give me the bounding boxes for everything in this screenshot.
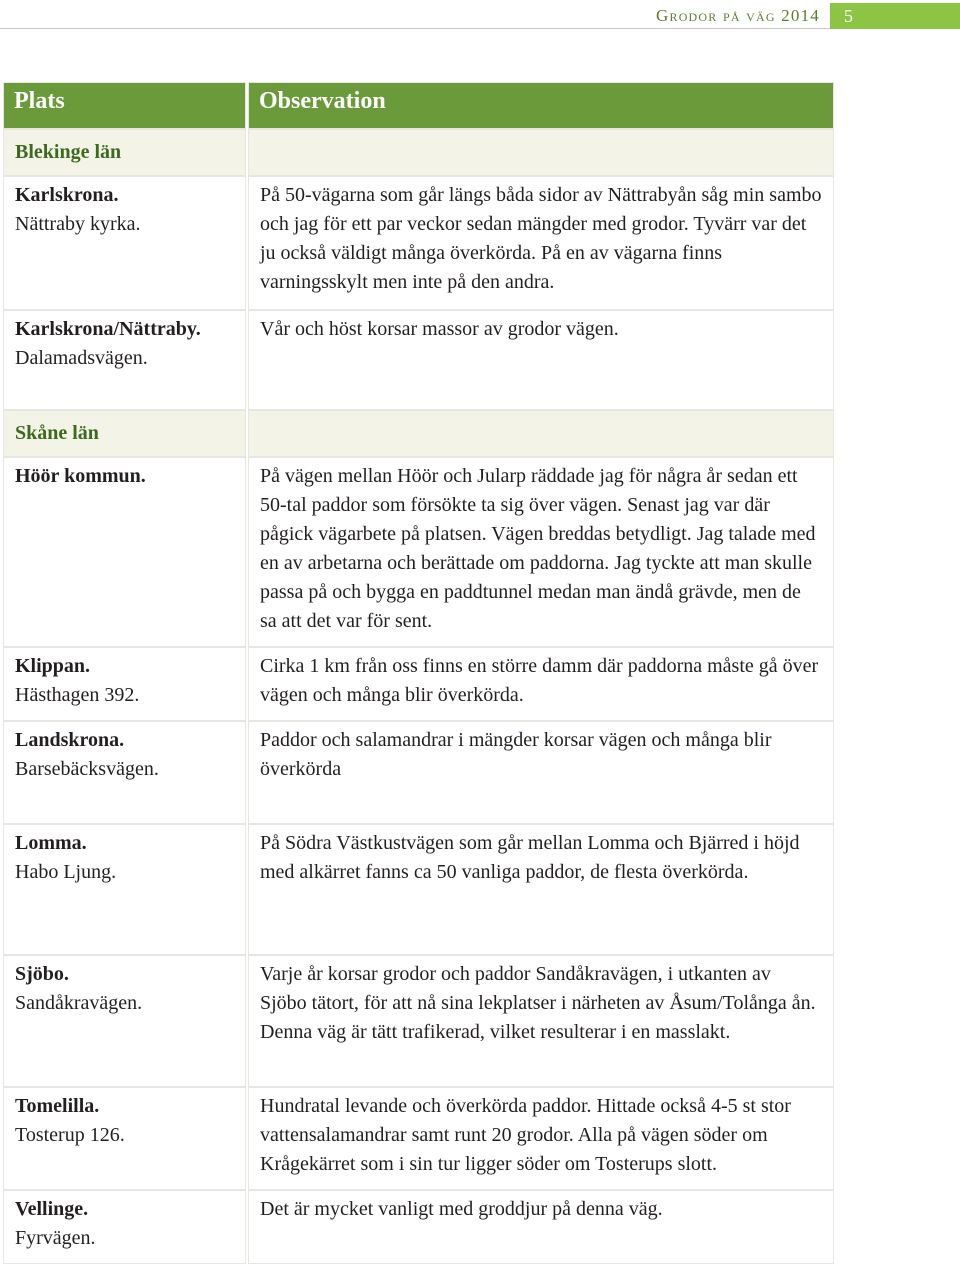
observation-text: Hundratal levande och överkörda paddor. Hittade också 4-5 st stor vattensalamandrar samt runt 20 grodor. Alla på vägen söder om Krågekärret som i sin tur ligger söder om Tosterups slott.	[260, 1095, 791, 1175]
observation-cell	[248, 955, 834, 1087]
place-cell	[3, 176, 246, 310]
table-row	[3, 647, 834, 721]
table-row	[3, 955, 834, 1087]
observation-cell	[248, 721, 834, 824]
region-name: Blekinge län	[3, 129, 246, 176]
page-header	[0, 0, 960, 36]
observation-cell	[248, 310, 834, 410]
place-cell	[3, 647, 246, 721]
place-cell	[3, 824, 246, 955]
place-cell	[3, 1190, 246, 1264]
place-cell	[3, 955, 246, 1087]
place-name: Höör kommun.	[15, 465, 146, 487]
observation-text: På Södra Västkustvägen som går mellan Lomma och Bjärred i höjd med alkärret fanns ca 50 vanliga paddor, de flesta överkörda.	[260, 832, 800, 883]
place-cell	[3, 457, 246, 647]
observation-text: Varje år korsar grodor och paddor Sandåkravägen, i utkanten av Sjöbo tätort, för att nå sina lekplatser i närheten av Åsum/Tolånga ån. Denna väg är tätt trafikerad, vilket resulterar i en masslakt.	[260, 963, 816, 1043]
observation-text: Cirka 1 km från oss finns en större damm där paddorna måste gå över vägen och många blir överkörda.	[260, 655, 819, 706]
place-cell	[3, 310, 246, 410]
place-detail: Habo Ljung.	[15, 861, 117, 883]
region-row-blekinge	[3, 129, 834, 176]
observation-cell	[248, 457, 834, 647]
place-detail: Nättraby kyrka.	[15, 213, 141, 235]
place-name: Karlskrona/Nättraby.	[15, 318, 201, 340]
table-row	[3, 721, 834, 824]
observation-cell	[248, 647, 834, 721]
region-blank-cell	[248, 410, 834, 457]
observations-table	[3, 82, 834, 1264]
observation-cell	[248, 176, 834, 310]
table-row	[3, 1087, 834, 1190]
place-name: Karlskrona.	[15, 184, 119, 206]
observation-cell	[248, 824, 834, 955]
place-detail: Hästhagen 392.	[15, 684, 140, 706]
table-row	[3, 310, 834, 410]
table-row	[3, 457, 834, 647]
place-detail: Fyrvägen.	[15, 1227, 96, 1249]
place-name: Tomelilla.	[15, 1095, 100, 1117]
table-row	[3, 1190, 834, 1264]
column-header-place: Plats	[3, 82, 246, 129]
region-row-skane	[3, 410, 834, 457]
place-name: Sjöbo.	[15, 963, 69, 985]
place-detail: Dalamadsvägen.	[15, 347, 148, 369]
region-blank-cell	[248, 129, 834, 176]
place-name: Lomma.	[15, 832, 87, 854]
table-row	[3, 176, 834, 310]
observation-text: På vägen mellan Höör och Jularp räddade jag för några år sedan ett 50-tal paddor som försökte ta sig över vägen. Senast jag var där pågick vägarbete på platsen. Vägen breddas betydligt. Jag talade med en av arbetarna och berättade om paddorna. Jag tyckte att man skulle passa på och bygga en paddtunnel medan man ändå grävde, men de sa att det var för sent.	[260, 465, 816, 632]
table-header-row	[3, 82, 834, 129]
observation-cell	[248, 1087, 834, 1190]
place-name: Landskrona.	[15, 729, 125, 751]
place-cell	[3, 1087, 246, 1190]
observation-cell	[248, 1190, 834, 1264]
observation-text: På 50-vägarna som går längs båda sidor av Nättrabyån såg min sambo och jag för ett par veckor sedan mängder med grodor. Tyvärr var det ju också väldigt många överkörda. På en av vägarna finns varningsskylt men inte på den andra.	[260, 184, 822, 293]
place-name: Klippan.	[15, 655, 91, 677]
table-row	[3, 824, 834, 955]
place-detail: Tosterup 126.	[15, 1124, 125, 1146]
page-number-badge: 5	[830, 3, 960, 29]
header-divider	[0, 28, 830, 29]
place-detail: Barsebäcksvägen.	[15, 758, 159, 780]
region-name: Skåne län	[3, 410, 246, 457]
place-name: Vellinge.	[15, 1198, 89, 1220]
observation-text: Vår och höst korsar massor av grodor vägen.	[260, 318, 619, 340]
observation-text: Det är mycket vanligt med groddjur på denna väg.	[260, 1198, 663, 1220]
place-detail: Sandåkravägen.	[15, 992, 143, 1014]
column-header-observation: Observation	[248, 82, 834, 129]
document-title: Grodor på väg 2014	[656, 6, 820, 25]
observation-text: Paddor och salamandrar i mängder korsar vägen och många blir överkörda	[260, 729, 772, 780]
place-cell	[3, 721, 246, 824]
